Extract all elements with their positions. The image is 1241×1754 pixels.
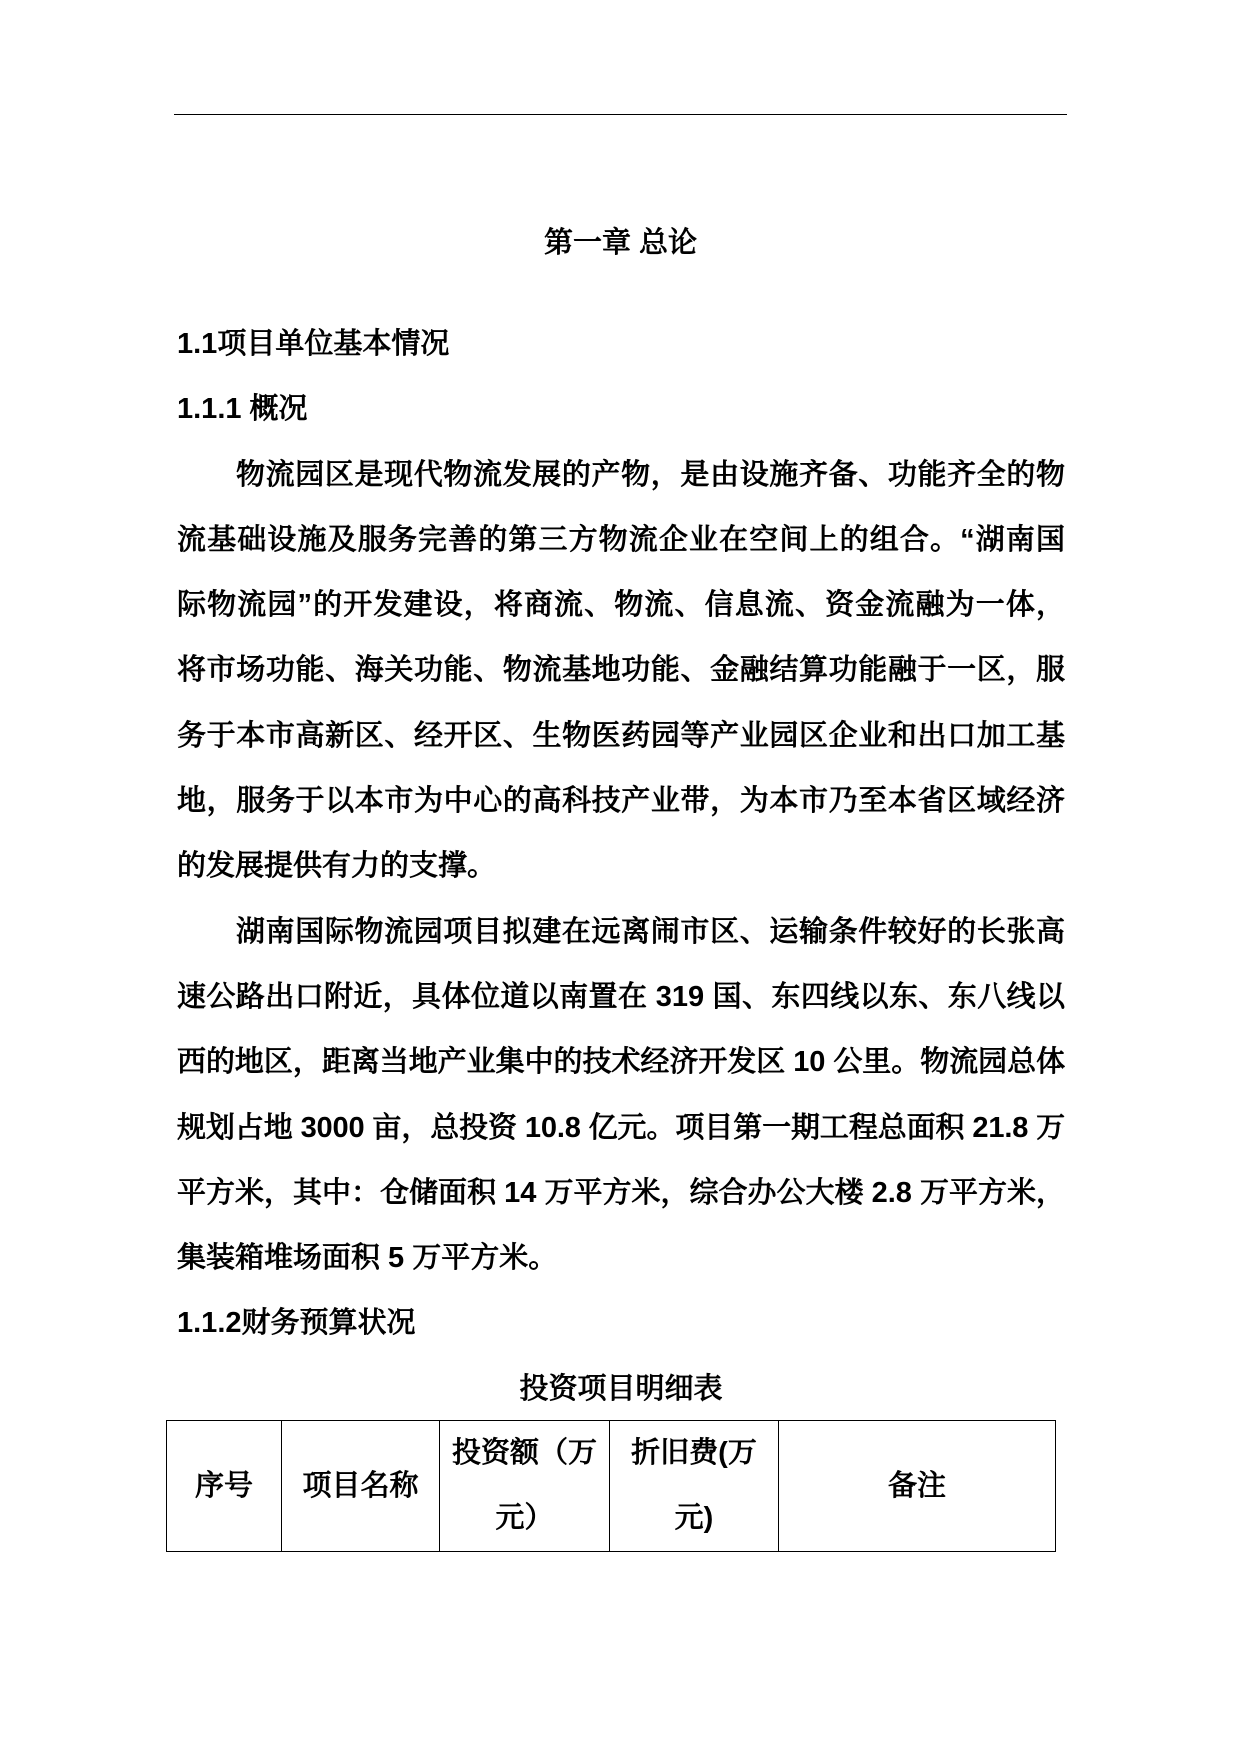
column-header-investment-amount [440,1421,610,1552]
column-header-item-name [282,1421,440,1552]
paragraph-line: 务于本市高新区、经开区、生物医药园等产业园区企业和出口加工基 [177,719,1065,752]
paragraph-line: 际物流园”的开发建设，将商流、物流、信息流、资金流融为一体， [177,589,1065,622]
column-header-depreciation [610,1421,779,1552]
paragraph-line: 西的地区，距离当地产业集中的技术经济开发区 10 公里。物流园总体 [177,1046,1065,1079]
chapter-title: 第一章 总论 [543,227,698,259]
paragraph-line: 地，服务于以本市为中心的高科技产业带，为本市乃至本省区域经济 [177,785,1065,818]
section-heading-1-1-2: 1.1.2财务预算状况 [177,1307,416,1340]
investment-items-table [166,1420,1056,1552]
column-header-label: 元） [495,1502,554,1534]
paragraph-line: 平方米，其中：仓储面积 14 万平方米，综合办公大楼 2.8 万平方米， [177,1176,1065,1209]
column-header-label: 项目名称 [302,1469,419,1502]
page-header-rule [174,114,1067,115]
paragraph-overview [177,443,1065,900]
section-heading-1-1: 1.1项目单位基本情况 [177,328,450,360]
column-header-serial-number [167,1421,282,1552]
paragraph-line: 流基础设施及服务完善的第三方物流企业在空间上的组合。“湖南国 [177,523,1065,556]
column-header-remarks [779,1421,1056,1552]
paragraph-line: 将市场功能、海关功能、物流基地功能、金融结算功能融于一区，服 [177,654,1065,687]
table-title: 投资项目明细表 [519,1372,723,1405]
paragraph-line: 物流园区是现代物流发展的产物，是由设施齐备、功能齐全的物 [236,458,1065,491]
paragraph-line: 的发展提供有力的支撑。 [177,850,497,883]
paragraph-line: 规划占地 3000 亩，总投资 10.8 亿元。项目第一期工程总面积 21.8 万 [177,1111,1065,1144]
paragraph-line: 湖南国际物流园项目拟建在远离闹市区、运输条件较好的长张高 [236,915,1065,948]
column-header-label: 序号 [194,1469,253,1502]
column-header-label: 折旧费(万 [631,1437,757,1469]
paragraph-line: 速公路出口附近，具体位道以南置在 319 国、东四线以东、东八线以 [177,980,1065,1013]
column-header-label: 投资额（万 [451,1437,597,1469]
column-header-label: 备注 [887,1469,946,1502]
table-header-row [167,1421,1056,1552]
column-header-label: 元) [674,1502,714,1534]
section-heading-1-1-1: 1.1.1 概况 [177,393,308,426]
document-body [177,312,1065,1422]
paragraph-line: 集装箱堆场面积 5 万平方米。 [177,1242,558,1275]
paragraph-project-site [177,900,1065,1292]
